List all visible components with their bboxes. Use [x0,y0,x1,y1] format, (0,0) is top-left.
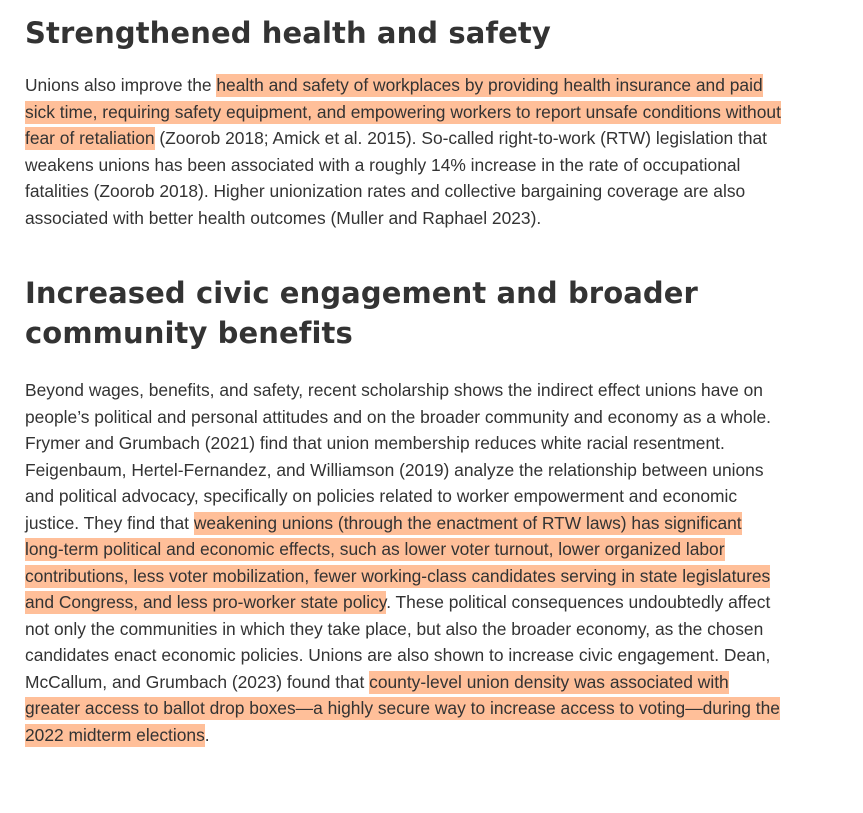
paragraph-text: . [204,724,210,745]
paragraph-text: Unions also improve the [25,75,217,95]
section-heading-health-safety: Strengthened health and safety [25,16,551,50]
paragraph-text: . These political consequences undoubtedly affect not only the communities in which they take place, but also the broader economy, as the chosen candidates enact economic policies. Unions are also shown to increase civic engagement. Dean, McCallum, and Grumbach (2023) found that [25,592,771,692]
paragraph-health-safety [25,72,785,231]
section-heading-civic-engagement: Increased civic engagement and broader community benefits [25,276,698,350]
paragraph-civic-engagement [25,377,785,748]
highlighted-passage: weakening unions (through the enactment of RTW laws) has significant long-term political and economic effects, such as lower voter turnout, lower organized labor contributions, less voter mobilization, fewer working-class candidates serving in state legislatures and Congress, and less pro-worker state policy [25,512,771,612]
highlighted-passage: county-level union density was associated with greater access to ballot drop boxes—a highly secure way to increase access to voting—during the 2022 midterm elections [25,671,780,745]
paragraph-text: (Zoorob 2018; Amick et al. 2015). So-called right-to-work (RTW) legislation that weakens unions has been associated with a roughly 14% increase in the rate of occupational fatalities (Zoorob 2018). Higher unionization rates and collective bargaining coverage are also associated with better health outcomes (Muller and Raphael 2023). [25,128,768,228]
paragraph-text: Beyond wages, benefits, and safety, recent scholarship shows the indirect effect unions have on people’s political and personal attitudes and on the broader community and economy as a whole. Frymer and Grumbach (2021) find that union membership reduces white racial resentment. Feigenbaum, Hertel-Fernandez, and Williamson (2019) analyze the relationship between unions and political advocacy, specifically on policies related to worker empowerment and economic justice. They find that [25,380,772,533]
article-body [25,0,785,748]
highlighted-passage: health and safety of workplaces by providing health insurance and paid sick time, requiring safety equipment, and empowering workers to report unsafe conditions without fear of retaliation [25,75,781,148]
